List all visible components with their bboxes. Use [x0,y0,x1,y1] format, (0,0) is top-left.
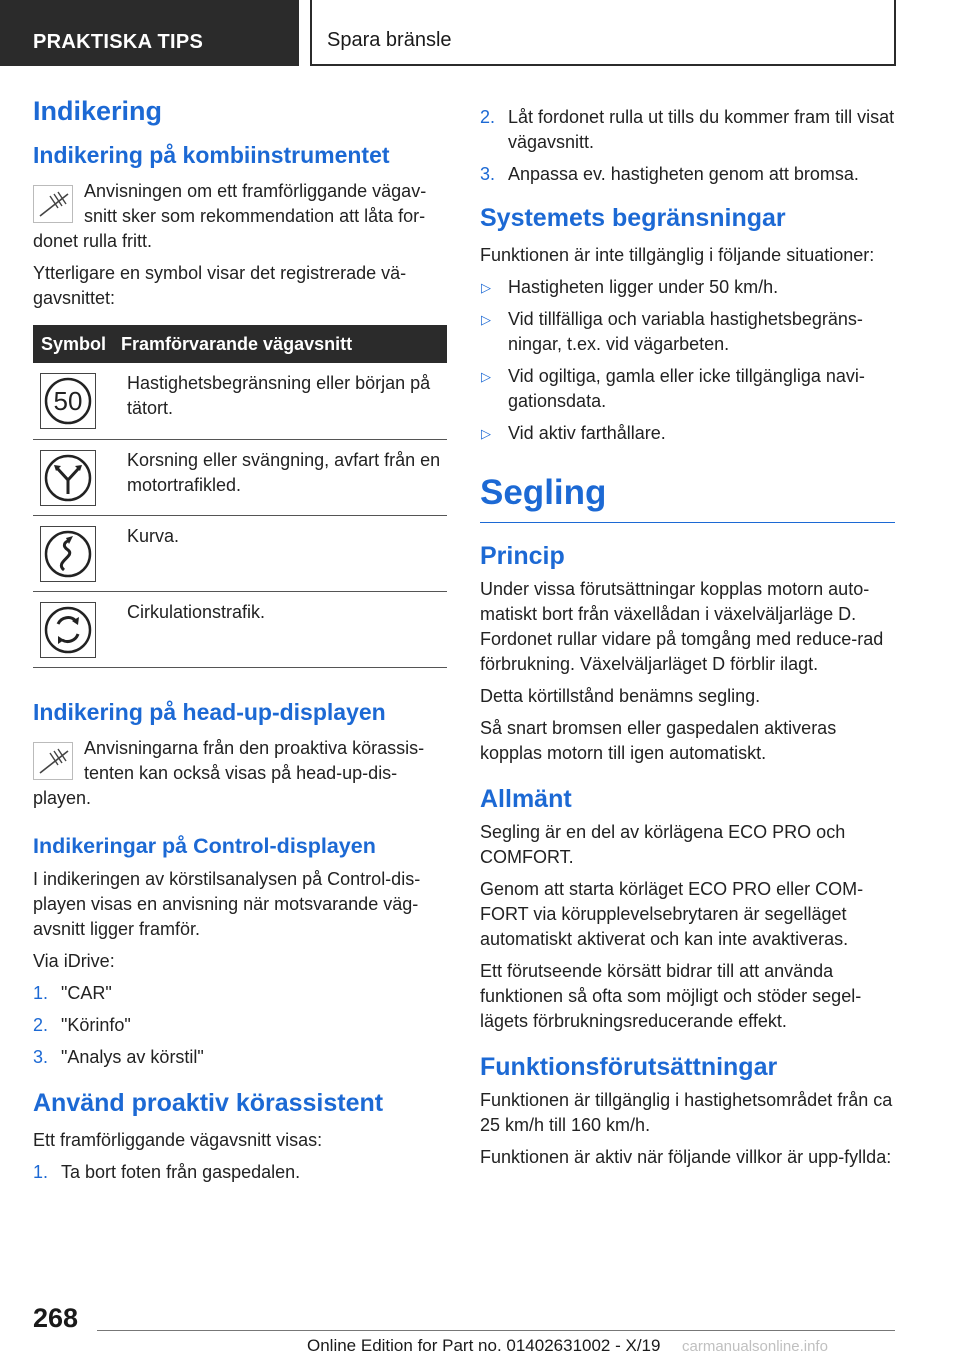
paragraph-allmant-2: Genom att starta körläget ECO PRO eller COM-FORT via körupplevelsebrytaren är segelläget automatiskt aktiverat och kan inte avaktiveras. [480,879,864,949]
col-symbol: Symbol [33,325,119,363]
list-item: 2. "Körinfo" [33,1014,131,1035]
paragraph-princip-2: Detta körtillstånd benämns segling. [480,686,761,706]
left-column [33,96,447,1192]
speed-limit-50-icon [40,373,96,429]
heading-kombiinstrument: Indikering på kombiinstrumentet [33,142,390,168]
paragraph-system-limits: Funktionen är inte tillgänglig i följande situationer: [480,245,875,265]
bullet-triangle-icon: ▷ [481,312,491,327]
heading-control-display: Indikeringar på Control-displayen [33,833,376,858]
list-item: 3. Anpassa ev. hastigheten genom att bromsa. [480,164,859,184]
list-item: ▷ Vid tillfälliga och variabla hastighetsbegräns-ningar, t.ex. vid vägarbeten. [481,309,863,354]
idrive-steps [33,981,447,1070]
table-row: Cirkulationstrafik. [33,591,447,667]
page-number: 268 [33,1303,79,1333]
list-item: 1. "CAR" [33,982,112,1003]
assistant-note-icon [33,742,73,780]
page-title: Indikering [33,96,163,126]
assistant-steps-continued [480,105,895,187]
heading-system-limits: Systemets begränsningar [480,204,786,232]
footer-divider [97,1330,895,1331]
chapter-heading-segling: Segling [480,472,895,523]
heading-funktionsforutsattningar: Funktionsförutsättningar [480,1053,778,1081]
paragraph-allmant-1: Segling är en del av körlägena ECO PRO och COMFORT. [480,822,846,867]
header-section-tab: PRAKTISKA TIPS [0,0,299,66]
roundabout-icon [40,602,96,658]
table-row: Kurva. [33,515,447,591]
table-row: 50 Hastighetsbegränsning eller början på tätort. [33,363,447,439]
list-item: 1. Ta bort foten från gaspedalen. [33,1161,301,1182]
list-item: 2. Låt fordonet rulla ut tills du kommer fram till visat vägavsnitt. [480,107,895,152]
bullet-triangle-icon: ▷ [481,280,491,295]
paragraph-proactive-assistant: Ett framförliggande vägavsnitt visas: [33,1129,323,1150]
list-item: 3. "Analys av körstil" [33,1046,204,1067]
paragraph-via-idrive: Via iDrive: [33,950,115,971]
note-head-up: Anvisningarna från den proaktiva körassis-tenten kan också visas på head-up-dis- playen. [33,737,425,808]
assistant-note-icon [33,185,73,223]
heading-allmant: Allmänt [480,785,572,813]
assistant-steps [33,1160,447,1185]
bullet-triangle-icon: ▷ [481,426,491,441]
paragraph-princip-3: Så snart bromsen eller gaspedalen aktiveras kopplas motorn till igen automatiskt. [480,718,837,763]
watermark: carmanualsonline.info [682,1338,828,1355]
paragraph-forutsattningar-1: Funktionen är tillgänglig i hastighetsområdet från ca 25 km/h till 160 km/h. [480,1090,893,1135]
list-item: ▷ Vid ogiltiga, gamla eller icke tillgängliga navi-gationsdata. [481,366,865,411]
paragraph-allmant-3: Ett förutseende körsätt bidrar till att använda funktionen så ofta som möjligt och stöder segel-lägets förbrukningsreducerande effekt. [480,961,862,1031]
col-description: Framförvarande vägavsnitt [119,325,447,363]
paragraph-symbol-intro: Ytterligare en symbol visar det registrerade vä-gavsnittet: [33,263,407,308]
paragraph-control-display: I indikeringen av körstilsanalysen på Control-dis-playen visas en anvisning när motsvarande väg-avsnitt ligger framför. [33,868,421,939]
edition-note: Online Edition for Part no. 01402631002 - X/19 [307,1336,661,1355]
paragraph-princip-1: Under vissa förutsättningar kopplas motorn auto-matiskt bort från växellådan i växelväljarläge D. Fordonet rullar vidare på tomgång med reduce-rad förbrukning. Växelväljarläget D förblir ilagt. [480,579,884,674]
bullet-triangle-icon: ▷ [481,369,491,384]
note-kombiinstrument: Anvisningen om ett framförliggande vägav-snitt sker som rekommendation att låta for- donet rulla fritt. [33,181,427,251]
symbol-table [33,325,447,668]
list-item: ▷ Vid aktiv farthållare. [480,421,895,446]
heading-proactive-assistant: Använd proaktiv körassistent [33,1088,384,1117]
curve-icon [40,526,96,582]
heading-head-up: Indikering på head-up-displayen [33,698,386,725]
table-header [33,325,447,363]
limits-list [480,275,895,446]
table-row: Korsning eller svängning, avfart från en motortrafikled. [33,439,447,515]
list-item: ▷ Hastigheten ligger under 50 km/h. [480,275,895,300]
paragraph-forutsattningar-2: Funktionen är aktiv när följande villkor är upp-fyllda: [480,1147,892,1167]
header-chapter-title: Spara bränsle [310,0,896,66]
junction-icon [40,450,96,506]
right-column [480,105,895,1177]
svg-text:50: 50 [53,386,83,416]
heading-princip: Princip [480,542,565,570]
